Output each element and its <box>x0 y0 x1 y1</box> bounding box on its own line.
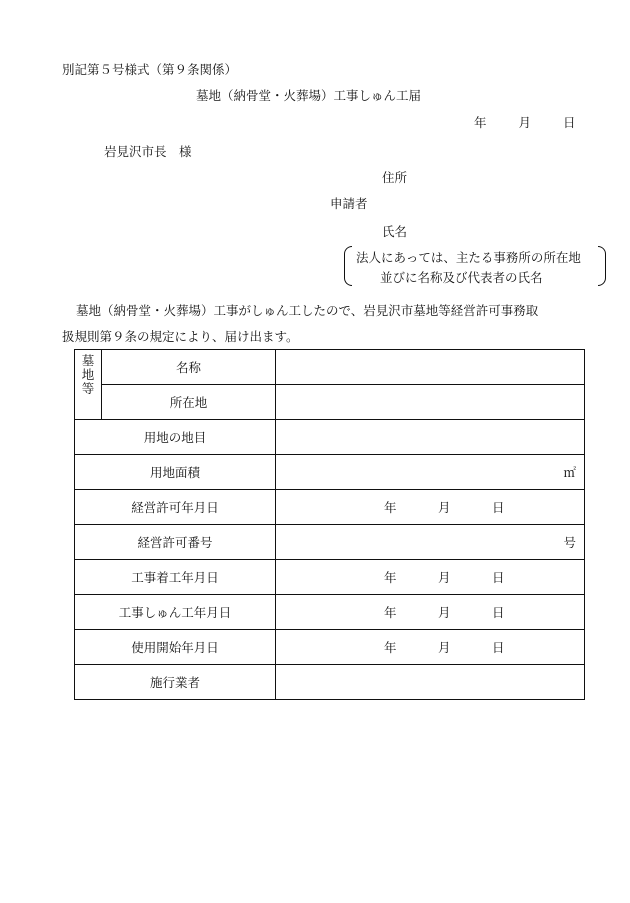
location-field[interactable] <box>276 385 585 420</box>
table-row <box>75 490 585 525</box>
location-label: 所在地 <box>102 385 276 420</box>
table-row <box>75 630 585 665</box>
table-row <box>75 420 585 455</box>
contractor-label: 施行業者 <box>75 665 276 700</box>
year-unit: 年 <box>384 640 397 655</box>
use-start-date-field[interactable] <box>276 630 585 665</box>
left-bracket <box>344 246 352 286</box>
group-char: 地 <box>81 367 95 382</box>
start-date-label: 工事着工年月日 <box>75 560 276 595</box>
body-text-line1: 墓地（納骨堂・火葬場）工事がしゅん工したので、岩見沢市墓地等経営許可事務取 <box>76 303 539 318</box>
day-unit: 日 <box>492 640 505 655</box>
completion-form-table <box>74 349 585 700</box>
land-area-field[interactable] <box>276 455 585 490</box>
submission-date <box>474 113 576 131</box>
date-month: 月 <box>518 115 532 130</box>
corporation-note-line1: 法人にあっては、主たる事務所の所在地 <box>356 250 581 265</box>
date-year: 年 <box>474 115 487 130</box>
year-unit: 年 <box>384 500 397 515</box>
corporation-note <box>344 246 606 286</box>
square-meter-unit: ㎡ <box>563 465 576 480</box>
permit-date-label: 経営許可年月日 <box>75 490 276 525</box>
permit-date-field[interactable] <box>276 490 585 525</box>
start-date-field[interactable] <box>276 560 585 595</box>
year-unit: 年 <box>384 605 397 620</box>
body-text-line2: 扱規則第９条の規定により、届け出ます。 <box>62 329 299 344</box>
table-row <box>75 385 585 420</box>
permit-number-label: 経営許可番号 <box>75 525 276 560</box>
land-category-field[interactable] <box>276 420 585 455</box>
right-bracket <box>598 246 606 286</box>
completion-date-field[interactable] <box>276 595 585 630</box>
name-field[interactable] <box>276 350 585 385</box>
date-day: 日 <box>563 115 576 130</box>
addressee: 岩見沢市長 様 <box>104 144 192 159</box>
day-unit: 日 <box>492 500 505 515</box>
name-label: 名称 <box>102 350 276 385</box>
corporation-note-line2: 並びに名称及び代表者の氏名 <box>380 270 543 285</box>
use-start-date-label: 使用開始年月日 <box>75 630 276 665</box>
completion-date-label: 工事しゅん工年月日 <box>75 595 276 630</box>
document-title: 墓地（納骨堂・火葬場）工事しゅん工届 <box>196 88 422 103</box>
day-unit: 日 <box>492 605 505 620</box>
month-unit: 月 <box>438 500 451 515</box>
table-row <box>75 350 585 385</box>
group-char: 墓 <box>81 353 95 368</box>
permit-number-field[interactable] <box>276 525 585 560</box>
year-unit: 年 <box>384 570 397 585</box>
group-char: 等 <box>81 381 95 396</box>
table-row <box>75 525 585 560</box>
cemetery-group-label <box>75 350 102 420</box>
contractor-field[interactable] <box>276 665 585 700</box>
day-unit: 日 <box>492 570 505 585</box>
applicant-address-label: 住所 <box>382 170 408 185</box>
table-row <box>75 595 585 630</box>
form-number: 別記第５号様式（第９条関係） <box>62 62 238 77</box>
number-unit: 号 <box>563 535 576 550</box>
land-category-label: 用地の地目 <box>75 420 276 455</box>
table-row <box>75 665 585 700</box>
applicant-label: 申請者 <box>330 196 368 211</box>
table-row <box>75 455 585 490</box>
month-unit: 月 <box>438 605 451 620</box>
applicant-name-label: 氏名 <box>382 224 408 239</box>
land-area-label: 用地面積 <box>75 455 276 490</box>
month-unit: 月 <box>438 640 451 655</box>
table-row <box>75 560 585 595</box>
month-unit: 月 <box>438 570 451 585</box>
